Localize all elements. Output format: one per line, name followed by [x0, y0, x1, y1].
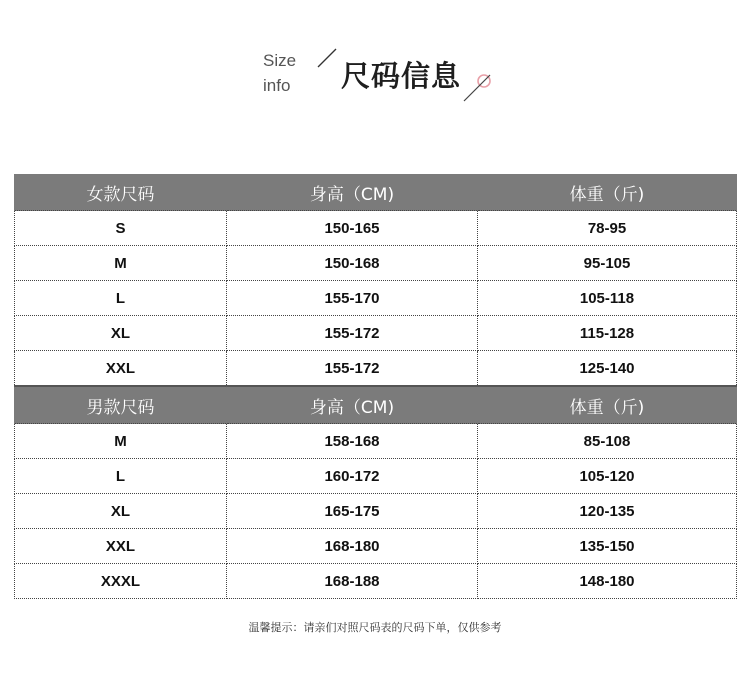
weight-cell: 95-105	[478, 246, 737, 281]
table-row	[15, 211, 737, 246]
page-header	[0, 0, 750, 140]
size-cell: L	[15, 459, 227, 494]
slash-decoration-icon	[316, 47, 338, 69]
weight-cell: 78-95	[478, 211, 737, 246]
height-cell: 155-172	[227, 316, 478, 351]
women-weight-header: 体重（斤)	[478, 174, 737, 211]
table-row	[15, 494, 737, 529]
size-cell: XXL	[15, 529, 227, 564]
weight-cell: 135-150	[478, 529, 737, 564]
table-row	[15, 459, 737, 494]
size-table	[14, 174, 737, 599]
size-cell: M	[15, 246, 227, 281]
men-size-header: 男款尺码	[15, 386, 227, 424]
height-cell: 160-172	[227, 459, 478, 494]
height-cell: 150-168	[227, 246, 478, 281]
weight-cell: 125-140	[478, 351, 737, 387]
weight-cell: 120-135	[478, 494, 737, 529]
height-cell: 155-172	[227, 351, 478, 387]
weight-cell: 148-180	[478, 564, 737, 599]
height-cell: 158-168	[227, 424, 478, 459]
size-cell: XL	[15, 316, 227, 351]
women-height-header: 身高（CM)	[227, 174, 478, 211]
size-cell: XXL	[15, 351, 227, 387]
magnifier-decoration-icon	[462, 69, 496, 103]
weight-cell: 105-118	[478, 281, 737, 316]
table-row	[15, 316, 737, 351]
table-row	[15, 246, 737, 281]
weight-cell: 115-128	[478, 316, 737, 351]
height-cell: 155-170	[227, 281, 478, 316]
size-cell: S	[15, 211, 227, 246]
table-row	[15, 351, 737, 387]
table-row	[15, 564, 737, 599]
table-row	[15, 424, 737, 459]
men-header-row	[15, 386, 737, 424]
women-size-header: 女款尺码	[15, 174, 227, 211]
height-cell: 168-188	[227, 564, 478, 599]
table-row	[15, 529, 737, 564]
height-cell: 150-165	[227, 211, 478, 246]
table-row	[15, 281, 737, 316]
women-header-row	[15, 174, 737, 211]
size-table-container	[14, 174, 736, 599]
men-weight-header: 体重（斤)	[478, 386, 737, 424]
height-cell: 168-180	[227, 529, 478, 564]
size-label-en: Size	[263, 51, 297, 70]
weight-cell: 85-108	[478, 424, 737, 459]
size-cell: XXXL	[15, 564, 227, 599]
page-title: 尺码信息	[341, 59, 462, 93]
height-cell: 165-175	[227, 494, 478, 529]
info-label-en: info	[263, 76, 291, 95]
size-cell: XL	[15, 494, 227, 529]
size-cell: L	[15, 281, 227, 316]
size-cell: M	[15, 424, 227, 459]
footer-note: 温馨提示：请亲们对照尺码表的尺码下单，仅供参考	[248, 621, 502, 634]
men-height-header: 身高（CM)	[227, 386, 478, 424]
weight-cell: 105-120	[478, 459, 737, 494]
